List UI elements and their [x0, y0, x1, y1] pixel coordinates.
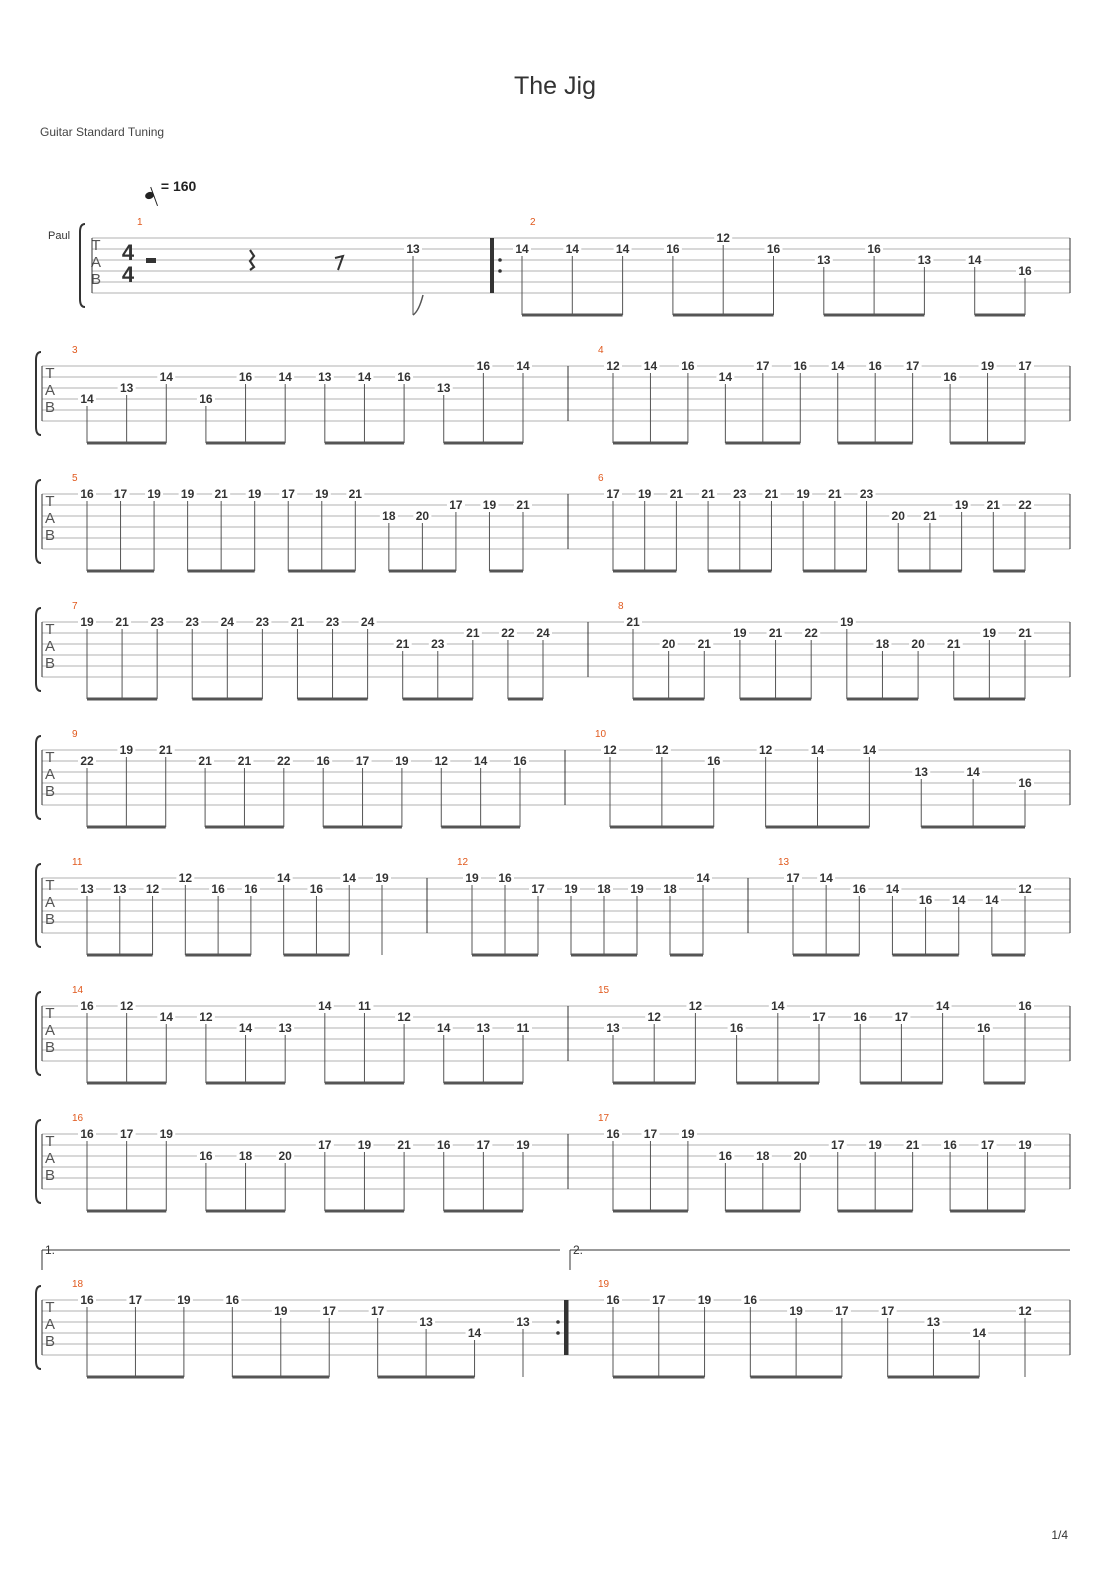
- fret-number: 23: [325, 615, 340, 629]
- fret-number: 21: [115, 615, 129, 629]
- fret-number: 12: [178, 871, 193, 885]
- fret-number: 16: [513, 754, 527, 768]
- tab-letter: A: [44, 382, 56, 399]
- fret-number: 14: [437, 1021, 451, 1035]
- tab-letter: A: [44, 1150, 56, 1167]
- fret-number: 18: [875, 637, 890, 651]
- fret-number: 14: [831, 359, 845, 373]
- fret-number: 17: [1018, 359, 1032, 373]
- fret-number: 16: [397, 370, 411, 384]
- tab-letter: B: [44, 399, 56, 416]
- fret-number: 17: [322, 1304, 336, 1318]
- fret-number: 19: [119, 743, 134, 757]
- tab-letter: T: [91, 237, 101, 254]
- fret-number: 12: [1018, 882, 1032, 896]
- fret-number: 13: [406, 242, 420, 256]
- fret-number: 23: [255, 615, 270, 629]
- note-flag: [413, 295, 423, 315]
- fret-number: 14: [357, 370, 372, 384]
- measure-number: 14: [72, 985, 84, 996]
- fret-number: 21: [198, 754, 212, 768]
- volta-label: 1.: [45, 1243, 56, 1257]
- fret-number: 19: [789, 1304, 803, 1318]
- measure-number: 13: [778, 857, 790, 868]
- fret-number: 19: [375, 871, 389, 885]
- fret-number: 24: [220, 615, 234, 629]
- measure-number: 16: [72, 1113, 84, 1124]
- fret-number: 21: [214, 487, 228, 501]
- fret-number: 23: [185, 615, 199, 629]
- fret-number: 14: [966, 765, 980, 779]
- fret-number: 19: [147, 487, 161, 501]
- fret-number: 13: [476, 1021, 491, 1035]
- fret-number: 14: [985, 893, 999, 907]
- fret-number: 16: [606, 1293, 620, 1307]
- tab-letter: B: [90, 271, 102, 288]
- fret-number: 16: [867, 242, 881, 256]
- fret-number: 12: [647, 1010, 661, 1024]
- fret-number: 13: [119, 381, 134, 395]
- fret-number: 14: [771, 999, 785, 1013]
- fret-number: 19: [80, 615, 94, 629]
- fret-number: 21: [466, 626, 480, 640]
- tab-letter: A: [44, 1316, 56, 1333]
- fret-number: 18: [238, 1149, 253, 1163]
- system-bracket: [36, 480, 41, 563]
- measure-number: 5: [72, 473, 78, 484]
- fret-number: 16: [918, 893, 933, 907]
- fret-number: 16: [476, 359, 491, 373]
- fret-number: 16: [80, 999, 94, 1013]
- fret-number: 14: [342, 871, 356, 885]
- fret-number: 24: [360, 615, 375, 629]
- fret-number: 17: [128, 1293, 143, 1307]
- fret-number: 16: [1018, 999, 1032, 1013]
- measure-number: 7: [72, 601, 78, 612]
- fret-number: 18: [597, 882, 611, 896]
- fret-number: 16: [681, 359, 695, 373]
- fret-number: 19: [840, 615, 854, 629]
- fret-number: 16: [766, 242, 781, 256]
- fret-number: 19: [315, 487, 329, 501]
- fret-number: 16: [943, 370, 957, 384]
- fret-number: 16: [199, 1149, 213, 1163]
- fret-number: 16: [729, 1021, 744, 1035]
- fret-number: 21: [290, 615, 305, 629]
- fret-number: 14: [952, 893, 966, 907]
- fret-number: 14: [565, 242, 579, 256]
- fret-number: 19: [248, 487, 262, 501]
- fret-number: 20: [793, 1149, 807, 1163]
- fret-number: 12: [1018, 1304, 1032, 1318]
- fret-number: 16: [80, 1127, 94, 1141]
- tab-letter: T: [45, 749, 55, 766]
- fret-number: 14: [473, 754, 488, 768]
- repeat-dot: [556, 1331, 560, 1335]
- fret-number: 23: [150, 615, 164, 629]
- fret-number: 12: [145, 882, 160, 896]
- fret-number: 20: [661, 637, 676, 651]
- fret-number: 21: [828, 487, 842, 501]
- fret-number: 17: [606, 487, 620, 501]
- fret-number: 19: [159, 1127, 173, 1141]
- fret-number: 22: [277, 754, 291, 768]
- tab-letter: T: [45, 1133, 55, 1150]
- fret-number: 16: [238, 370, 253, 384]
- fret-number: 12: [716, 231, 730, 245]
- tab-letter: T: [45, 621, 55, 638]
- fret-number: 17: [113, 487, 128, 501]
- fret-number: 21: [986, 498, 1000, 512]
- repeat-dot: [556, 1320, 560, 1324]
- fret-number: 16: [606, 1127, 620, 1141]
- fret-number: 17: [476, 1138, 491, 1152]
- fret-number: 13: [817, 253, 831, 267]
- system-bracket: [36, 736, 41, 819]
- fret-number: 13: [278, 1021, 292, 1035]
- fret-number: 16: [199, 392, 213, 406]
- fret-number: 14: [885, 882, 900, 896]
- fret-number: 19: [465, 871, 479, 885]
- fret-number: 14: [278, 370, 292, 384]
- fret-number: 21: [348, 487, 362, 501]
- fret-number: 14: [862, 743, 877, 757]
- fret-number: 21: [1018, 626, 1032, 640]
- fret-number: 16: [868, 359, 882, 373]
- fret-number: 17: [831, 1138, 845, 1152]
- fret-number: 12: [758, 743, 773, 757]
- fret-number: 19: [395, 754, 409, 768]
- measure-number: 8: [618, 601, 624, 612]
- fret-number: 13: [419, 1315, 433, 1329]
- fret-number: 16: [316, 754, 330, 768]
- fret-number: 19: [982, 626, 997, 640]
- fret-number: 16: [852, 882, 866, 896]
- fret-number: 17: [355, 754, 370, 768]
- fret-number: 19: [564, 882, 578, 896]
- tab-letter: A: [44, 894, 56, 911]
- measure-number: 3: [72, 345, 78, 356]
- fret-number: 14: [318, 999, 332, 1013]
- measure-number: 11: [72, 857, 83, 868]
- fret-number: 19: [274, 1304, 288, 1318]
- fret-number: 16: [743, 1293, 758, 1307]
- system-bracket: [80, 224, 85, 307]
- fret-number: 12: [199, 1010, 213, 1024]
- fret-number: 21: [669, 487, 684, 501]
- fret-number: 14: [718, 370, 733, 384]
- fret-number: 11: [358, 999, 371, 1013]
- tab-letter: A: [44, 1022, 56, 1039]
- fret-number: 13: [80, 882, 94, 896]
- tab-letter: B: [44, 783, 56, 800]
- volta-label: 2.: [573, 1243, 584, 1257]
- fret-number: 13: [437, 381, 451, 395]
- fret-number: 23: [431, 637, 445, 651]
- fret-number: 22: [501, 626, 515, 640]
- fret-number: 16: [793, 359, 807, 373]
- fret-number: 16: [437, 1138, 451, 1152]
- system-bracket: [36, 864, 41, 947]
- fret-number: 21: [764, 487, 779, 501]
- fret-number: 13: [926, 1315, 941, 1329]
- fret-number: 21: [396, 637, 410, 651]
- fret-number: 16: [225, 1293, 240, 1307]
- measure-number: 18: [72, 1279, 84, 1290]
- score-title: The Jig: [514, 72, 596, 100]
- fret-number: 19: [697, 1293, 712, 1307]
- tab-letter: B: [44, 1039, 56, 1056]
- fret-number: 14: [615, 242, 630, 256]
- tab-letter: B: [44, 1167, 56, 1184]
- fret-number: 16: [707, 754, 721, 768]
- measure-number: 15: [598, 985, 610, 996]
- fret-number: 13: [606, 1021, 620, 1035]
- tab-letter: T: [45, 1299, 55, 1316]
- fret-number: 21: [768, 626, 783, 640]
- fret-number: 17: [318, 1138, 332, 1152]
- fret-number: 13: [318, 370, 332, 384]
- fret-number: 17: [880, 1304, 895, 1318]
- fret-number: 19: [177, 1293, 191, 1307]
- tab-letter: B: [44, 655, 56, 672]
- half-rest-icon: [146, 258, 156, 263]
- fret-number: 21: [237, 754, 252, 768]
- fret-number: 19: [796, 487, 810, 501]
- measure-number: 6: [598, 473, 604, 484]
- fret-number: 23: [733, 487, 747, 501]
- fret-number: 19: [630, 882, 644, 896]
- system-bracket: [36, 608, 41, 691]
- tab-letter: A: [44, 510, 56, 527]
- tuning-label: Guitar Standard Tuning: [40, 125, 165, 139]
- tab-letter: B: [44, 911, 56, 928]
- fret-number: 17: [652, 1293, 666, 1307]
- fret-number: 17: [786, 871, 800, 885]
- fret-number: 22: [80, 754, 94, 768]
- fret-number: 16: [211, 882, 225, 896]
- fret-number: 14: [159, 1010, 173, 1024]
- fret-number: 12: [119, 999, 134, 1013]
- fret-number: 12: [655, 743, 669, 757]
- fret-number: 14: [819, 871, 833, 885]
- fret-number: 16: [309, 882, 324, 896]
- fret-number: 19: [516, 1138, 530, 1152]
- fret-number: 17: [370, 1304, 385, 1318]
- fret-number: 20: [891, 509, 905, 523]
- fret-number: 21: [923, 509, 937, 523]
- fret-number: 14: [935, 999, 950, 1013]
- fret-number: 14: [515, 242, 529, 256]
- fret-number: 16: [943, 1138, 957, 1152]
- fret-number: 17: [980, 1138, 995, 1152]
- system-bracket: [36, 992, 41, 1075]
- fret-number: 14: [810, 743, 825, 757]
- fret-number: 21: [701, 487, 715, 501]
- measure-number: 1: [137, 217, 143, 228]
- fret-number: 16: [1018, 264, 1032, 278]
- tab-letter: B: [44, 527, 56, 544]
- fret-number: 19: [482, 498, 497, 512]
- fret-number: 14: [238, 1021, 253, 1035]
- fret-number: 17: [119, 1127, 134, 1141]
- fret-number: 17: [812, 1010, 826, 1024]
- fret-number: 19: [681, 1127, 695, 1141]
- fret-number: 14: [968, 253, 982, 267]
- fret-number: 16: [718, 1149, 733, 1163]
- fret-number: 17: [835, 1304, 849, 1318]
- fret-number: 21: [947, 637, 961, 651]
- tab-letter: T: [45, 365, 55, 382]
- fret-number: 11: [516, 1021, 530, 1035]
- fret-number: 17: [905, 359, 920, 373]
- fret-number: 16: [244, 882, 258, 896]
- tab-letter: T: [45, 493, 55, 510]
- time-signature-top: 4: [121, 240, 135, 265]
- fret-number: 17: [756, 359, 770, 373]
- fret-number: 14: [467, 1326, 482, 1340]
- fret-number: 13: [113, 882, 127, 896]
- fret-number: 20: [415, 509, 430, 523]
- fret-number: 19: [733, 626, 747, 640]
- measure-number: 9: [72, 729, 78, 740]
- fret-number: 14: [696, 871, 710, 885]
- eighth-rest-icon: [335, 256, 343, 270]
- fret-number: 19: [954, 498, 969, 512]
- fret-number: 18: [382, 509, 396, 523]
- fret-number: 16: [853, 1010, 867, 1024]
- fret-number: 16: [977, 1021, 991, 1035]
- track-name: Paul: [48, 230, 71, 242]
- repeat-dot: [498, 258, 502, 262]
- fret-number: 22: [1018, 498, 1032, 512]
- fret-number: 20: [911, 637, 925, 651]
- fret-number: 14: [972, 1326, 986, 1340]
- time-signature-bottom: 4: [121, 262, 135, 287]
- tab-letter: A: [90, 254, 102, 271]
- tab-letter: A: [44, 766, 56, 783]
- fret-number: 21: [516, 498, 530, 512]
- tab-letter: T: [45, 1005, 55, 1022]
- measure-number: 12: [457, 857, 469, 868]
- page-number: 1/4: [1051, 1528, 1068, 1542]
- fret-number: 21: [397, 1138, 411, 1152]
- fret-number: 14: [159, 370, 173, 384]
- fret-number: 14: [516, 359, 530, 373]
- tab-letter: A: [44, 638, 56, 655]
- fret-number: 19: [1018, 1138, 1032, 1152]
- fret-number: 22: [804, 626, 818, 640]
- fret-number: 19: [980, 359, 995, 373]
- measure-number: 10: [595, 729, 607, 740]
- fret-number: 19: [868, 1138, 882, 1152]
- fret-number: 21: [159, 743, 173, 757]
- fret-number: 16: [666, 242, 680, 256]
- fret-number: 17: [449, 498, 463, 512]
- measure-number: 19: [598, 1279, 610, 1290]
- fret-number: 17: [531, 882, 545, 896]
- repeat-dot: [498, 269, 502, 273]
- tab-letter: T: [45, 877, 55, 894]
- fret-number: 17: [281, 487, 295, 501]
- measure-number: 2: [530, 217, 536, 228]
- fret-number: 12: [688, 999, 703, 1013]
- fret-number: 18: [756, 1149, 770, 1163]
- fret-number: 20: [278, 1149, 292, 1163]
- fret-number: 17: [894, 1010, 909, 1024]
- fret-number: 21: [905, 1138, 920, 1152]
- system-bracket: [36, 1120, 41, 1203]
- tab-letter: B: [44, 1333, 56, 1350]
- fret-number: 24: [536, 626, 550, 640]
- measure-number: 17: [598, 1113, 610, 1124]
- system-bracket: [36, 1286, 41, 1369]
- tempo-value: = 160: [160, 178, 197, 194]
- fret-number: 13: [516, 1315, 530, 1329]
- fret-number: 14: [80, 392, 94, 406]
- fret-number: 21: [626, 615, 640, 629]
- fret-number: 19: [638, 487, 652, 501]
- fret-number: 14: [276, 871, 291, 885]
- system-bracket: [36, 352, 41, 435]
- fret-number: 12: [397, 1010, 411, 1024]
- fret-number: 21: [697, 637, 711, 651]
- fret-number: 16: [1018, 776, 1032, 790]
- measure-number: 4: [598, 345, 604, 356]
- fret-number: 16: [498, 871, 512, 885]
- fret-number: 19: [357, 1138, 372, 1152]
- fret-number: 12: [606, 359, 620, 373]
- fret-number: 18: [663, 882, 677, 896]
- fret-number: 13: [914, 765, 928, 779]
- fret-number: 14: [643, 359, 658, 373]
- fret-number: 12: [603, 743, 617, 757]
- fret-number: 17: [643, 1127, 658, 1141]
- fret-number: 19: [180, 487, 195, 501]
- fret-number: 23: [859, 487, 874, 501]
- fret-number: 13: [917, 253, 932, 267]
- fret-number: 12: [434, 754, 448, 768]
- fret-number: 16: [80, 487, 94, 501]
- fret-number: 16: [80, 1293, 94, 1307]
